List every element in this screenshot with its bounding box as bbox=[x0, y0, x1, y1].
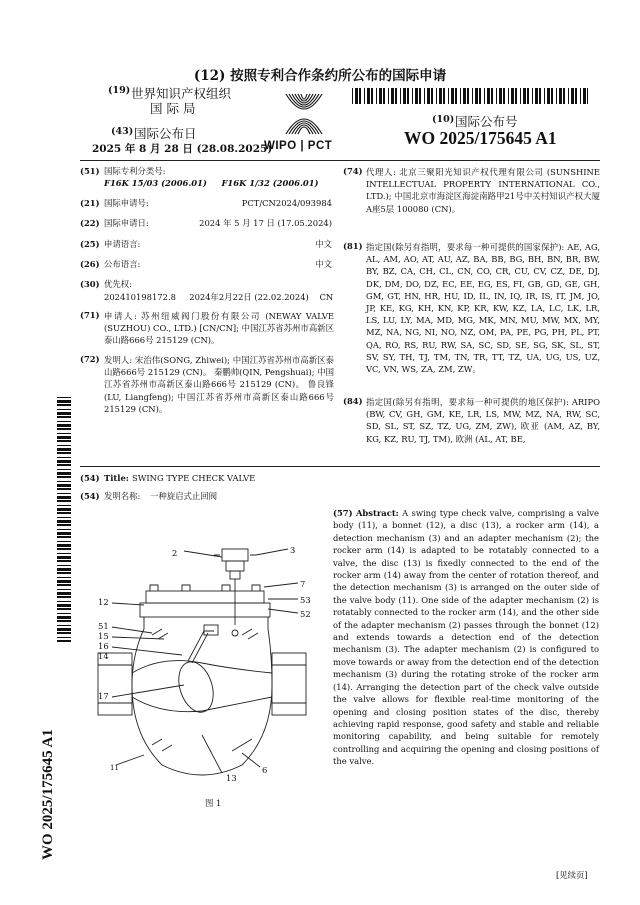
field-51-num: (51) bbox=[80, 166, 100, 176]
figure-label-51: 51 bbox=[98, 621, 109, 631]
field-22-num: (22) bbox=[80, 218, 100, 228]
field-30-value: 202410198172.8 2024年2月22日 (22.02.2024) CN bbox=[104, 292, 334, 302]
pub-date-value: 2025 年 8 月 28 日 (28.08.2025) bbox=[92, 143, 273, 155]
field-74-num: (74) bbox=[343, 166, 363, 176]
pub-number-value: WO 2025/175645 A1 bbox=[404, 128, 557, 148]
field-30-num: (30) bbox=[80, 279, 100, 289]
top-barcode bbox=[352, 88, 588, 104]
figure-label-6: 6 bbox=[262, 765, 268, 775]
wipo-emblem-icon bbox=[272, 88, 336, 144]
figure-label-12: 12 bbox=[98, 597, 109, 607]
continued-note: [见续页] bbox=[556, 870, 588, 880]
field-25-label: 申请语言: bbox=[104, 239, 141, 249]
field-51-label: 国际专利分类号: bbox=[104, 166, 166, 176]
figure-label-52: 52 bbox=[300, 609, 311, 619]
figure-caption: 图 1 bbox=[205, 798, 222, 808]
org-name: 世界知识产权组织 bbox=[131, 86, 232, 101]
field-22-label: 国际申请日: bbox=[104, 218, 149, 228]
field-84-text: 指定国(除另有指明，要求每一种可提供的地区保护): ARIPO (BW, CV, GH, GM, KE, LR, LS, MW, MZ, NA, RW, SC, SD, SL, ST, SZ, TZ, UG, ZM, ZW), 欧亚 (AM, AZ, BY, KG, KZ, RU, TJ, TM), 欧洲 (AL, AT, BE, bbox=[366, 397, 600, 444]
field-72-text: 发明人: 宋治伟(SONG, Zhiwei); 中国江苏省苏州市高新区泰山路666号 215129 (CN)。 秦鹏帅(QIN, Pengshuai); 中国江苏省苏州市高新区泰山路666号 215129 (CN)。 鲁良锋(LU, Liangfeng); 中国江苏省苏州市高新区泰山路666号 215129 (CN)。 bbox=[104, 355, 334, 414]
abstract-block bbox=[333, 507, 599, 768]
figure-label-13: 13 bbox=[226, 773, 237, 783]
title-en-num: (54) bbox=[80, 473, 100, 483]
figure-label-7: 7 bbox=[300, 579, 306, 589]
field-25-value: 中文 bbox=[315, 239, 332, 249]
barcode-graphic bbox=[352, 88, 588, 104]
field-74-text: 代理人: 北京三聚阳光知识产权代理有限公司 (SUNSHINE INTELLECTUAL PROPERTY INTERNATIONAL CO., LTD.); 中国北京市海淀区海淀南路甲21号中关村知识产权大厦A座5层 100080 (CN)。 bbox=[366, 167, 600, 214]
field-21-num: (21) bbox=[80, 198, 100, 208]
title-zh-label: 发明名称: bbox=[104, 491, 141, 501]
figure-label-53: 53 bbox=[300, 595, 311, 605]
field-26-num: (26) bbox=[80, 259, 100, 269]
figure-label-3: 3 bbox=[290, 545, 296, 555]
title-zh-num: (54) bbox=[80, 491, 100, 501]
wipo-logo bbox=[272, 88, 336, 144]
field-25-num: (25) bbox=[80, 239, 100, 249]
field-71-text: 申请人: 苏州纽威阀门股份有限公司 (NEWAY VALVE (SUZHOU) CO., LTD.) [CN/CN]; 中国江苏省苏州市高新区泰山路666号 215129 (CN)。 bbox=[104, 311, 334, 346]
figure-drawing bbox=[92, 535, 324, 785]
figure-label-17: 17 bbox=[98, 691, 109, 701]
field-81-num: (81) bbox=[343, 241, 363, 251]
field-21-label: 国际申请号: bbox=[104, 198, 149, 208]
field-81-text: 指定国(除另有指明，要求每一种可提供的国家保护): AE, AG, AL, AM, AO, AT, AU, AZ, BA, BB, BG, BH, BN, BR, BW, BY, BZ, CA, CH, CL, CN, CO, CR, CU, CV, CZ, DE, DJ, DK, DM, DO, DZ, EC, EE, EG, ES, FI, GB, GD, GE, GH, GM, GT, HN, HR, HU, ID, IL, IN, IQ, IR, IS, IT, JM, JO, JP, KE, KG, KH, KN, KP, KR, KW, KZ, LA, LC, LK, LR, LS, LU, LY, MA, MD, MG, MK, MN, MU, MW, MX, MY, MZ, NA, NG, NI, NO, NZ, OM, PA, PE, PG, PH, PL, PT, QA, RO, RS, RU, RW, SA, SC, SD, SE, SG, SK, SL, ST, SV, SY, TH, TJ, TM, TN, TR, TT, TZ, UA, UG, US, UZ, VC, VN, WS, ZA, ZM, ZW。 bbox=[366, 242, 600, 375]
field-72-num: (72) bbox=[80, 354, 100, 364]
wipo-logo-text: WIPO | PCT bbox=[264, 140, 333, 152]
abstract-label: Abstract: bbox=[355, 508, 399, 518]
pub-number-num: (10) bbox=[432, 114, 455, 125]
pub-date-number: (43) bbox=[111, 126, 134, 137]
field-71-num: (71) bbox=[80, 310, 100, 320]
title-en-value: SWING TYPE CHECK VALVE bbox=[132, 473, 256, 483]
field-51-value: F16K 15/03 (2006.01) F16K 1/32 (2006.01) bbox=[104, 178, 319, 188]
side-barcode bbox=[57, 397, 71, 642]
org-bureau: 国 际 局 bbox=[150, 101, 196, 116]
title-en-label: Title: bbox=[104, 473, 129, 483]
field-84-num: (84) bbox=[343, 396, 363, 406]
abstract-num: (57) bbox=[333, 508, 353, 518]
org-number: (19) bbox=[108, 85, 131, 96]
document-title: (12) 按照专利合作条约所公布的国际申请 bbox=[193, 68, 447, 84]
field-21-value: PCT/CN2024/093984 bbox=[241, 198, 332, 208]
field-22-value: 2024 年 5 月 17 日 (17.05.2024) bbox=[199, 218, 332, 228]
figure-label-16: 16 bbox=[98, 641, 109, 651]
field-26-label: 公布语言: bbox=[104, 259, 141, 269]
mid-divider bbox=[80, 466, 600, 467]
figure-label-15: 15 bbox=[98, 631, 109, 641]
side-barcode-graphic bbox=[57, 397, 71, 642]
abstract-text: A swing type check valve, comprising a valve body (11), a bonnet (12), a disc (13), a rocker arm (14), a detection mechanism (3) and an adapter mechanism (2); the rocker arm (14) is adapted to be rotatably connected to a valve, the disc (13) is fixedly connected to the end of the rocker arm (14) away from the center of rotation thereof, and the detection mechanism (3) is arranged on the outer side of the valve body (11). One side of the adapter mechanism (2) is rotatably connected to the rocker arm (14), and the other side of the adapter mechanism (2) passes through the bonnet (12) and extends towards a detection end of the detection mechanism (3). The adapter mechanism (2) is configured to move towards or away from the detection end of the detection mechanism (3) during the rotating stroke of the rocker arm (14). Arranging the detection part of the check valve outside the valve allows for flexible real-time monitoring of the opening and closing position states of the disc, thereby achieving rapid response, good safety and stable and reliable monitoring capability, and being suitable for remotely controlling and acquiring the opening and closing positions of the valve. bbox=[333, 508, 599, 767]
pub-number-label: 国际公布号 bbox=[455, 114, 518, 129]
figure-label-2: 2 bbox=[172, 548, 178, 558]
figure-label-14: 14 bbox=[98, 651, 109, 661]
field-26-value: 中文 bbox=[315, 259, 332, 269]
header-divider bbox=[80, 160, 600, 161]
pub-date-label: 国际公布日 bbox=[134, 126, 197, 141]
title-zh-value: 一种旋启式止回阀 bbox=[150, 491, 217, 501]
side-publication-number: WO 2025/175645 A1 bbox=[40, 729, 56, 860]
field-30-label: 优先权: bbox=[104, 279, 132, 289]
figure-label-11: 11 bbox=[110, 764, 119, 772]
check-valve-drawing bbox=[92, 535, 324, 785]
